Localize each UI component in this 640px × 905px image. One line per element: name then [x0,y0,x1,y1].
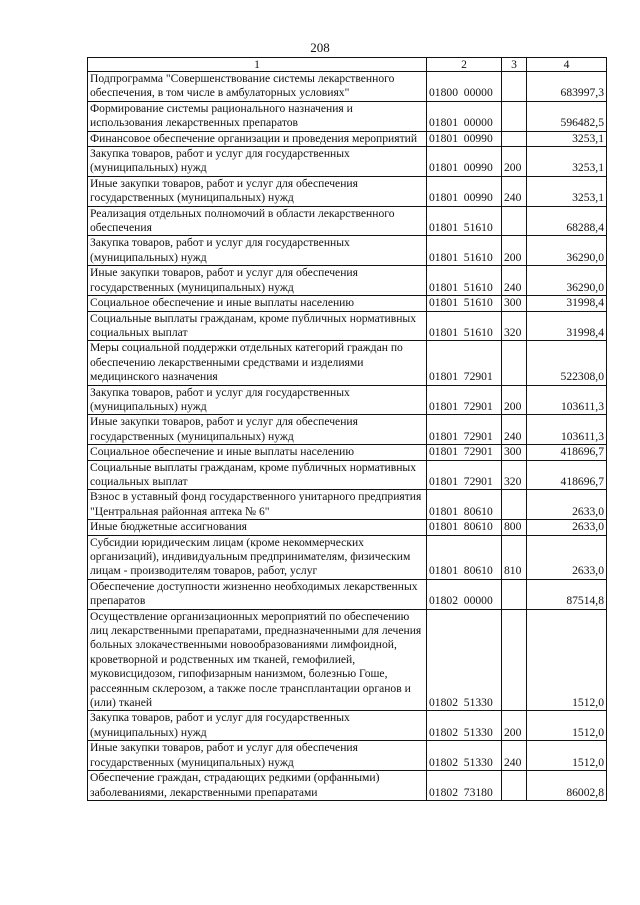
row-name-cell: Социальное обеспечение и иные выплаты населению [88,296,427,311]
row-name-cell: Осуществление организационных мероприятий по обеспечению лиц лекарственными препаратами, предназначенными для лечения больных злокачественными новообразованиями лимфоидной, кроветворной и родственных им тканей, гемофилией, муковисцидозом, гипофизарным нанизмом, болезнью Гоше, рассеянным склерозом, а также после трансплантации органов и (или) тканей [88,609,427,711]
row-code-cell: 01801 72901 [427,445,502,460]
header-row [88,58,607,72]
row-vr-cell: 200 [502,147,527,177]
table-row [88,147,607,177]
row-vr-cell: 200 [502,711,527,741]
budget-table [87,57,607,801]
row-sum-cell: 86002,8 [527,771,607,801]
row-vr-cell [502,341,527,385]
table-row [88,460,607,490]
row-code-cell: 01801 72901 [427,341,502,385]
row-code-cell: 01801 00000 [427,101,502,131]
row-sum-cell: 2633,0 [527,535,607,579]
row-sum-cell: 2633,0 [527,520,607,535]
row-vr-cell [502,101,527,131]
row-vr-cell: 320 [502,311,527,341]
row-code-cell: 01801 51610 [427,206,502,236]
row-name-cell: Обеспечение граждан, страдающих редкими (орфанными) заболеваниями, лекарственными препаратами [88,771,427,801]
row-vr-cell: 300 [502,445,527,460]
row-sum-cell: 3253,1 [527,131,607,146]
table-row [88,296,607,311]
row-name-cell: Иные закупки товаров, работ и услуг для обеспечения государственных (муниципальных) нужд [88,266,427,296]
row-vr-cell [502,72,527,102]
row-code-cell: 01802 73180 [427,771,502,801]
row-name-cell: Иные закупки товаров, работ и услуг для обеспечения государственных (муниципальных) нужд [88,415,427,445]
table-row [88,579,607,609]
row-name-cell: Реализация отдельных полномочий в области лекарственного обеспечения [88,206,427,236]
table-row [88,311,607,341]
row-vr-cell [502,490,527,520]
table-row [88,72,607,102]
page-number: 208 [310,40,330,55]
row-sum-cell: 1512,0 [527,609,607,711]
row-name-cell: Взнос в уставный фонд государственного унитарного предприятия "Центральная районная аптека № 6" [88,490,427,520]
table-row [88,266,607,296]
row-name-cell: Иные бюджетные ассигнования [88,520,427,535]
row-vr-cell: 240 [502,266,527,296]
row-name-cell: Социальные выплаты гражданам, кроме публичных нормативных социальных выплат [88,460,427,490]
row-name-cell: Иные закупки товаров, работ и услуг для обеспечения государственных (муниципальных) нужд [88,176,427,206]
table-row [88,609,607,711]
row-code-cell: 01801 72901 [427,385,502,415]
row-sum-cell: 1512,0 [527,741,607,771]
row-name-cell: Подпрограмма "Совершенствование системы лекарственного обеспечения, в том числе в амбулаторных условиях" [88,72,427,102]
row-sum-cell: 3253,1 [527,147,607,177]
row-sum-cell: 103611,3 [527,385,607,415]
header-sum-col: 4 [527,58,607,72]
table-row [88,741,607,771]
row-sum-cell: 31998,4 [527,311,607,341]
row-code-cell: 01801 80610 [427,490,502,520]
row-name-cell: Иные закупки товаров, работ и услуг для обеспечения государственных (муниципальных) нужд [88,741,427,771]
table-row [88,236,607,266]
row-sum-cell: 31998,4 [527,296,607,311]
row-name-cell: Закупка товаров, работ и услуг для государственных (муниципальных) нужд [88,236,427,266]
row-vr-cell [502,131,527,146]
row-code-cell: 01801 51610 [427,296,502,311]
row-sum-cell: 596482,5 [527,101,607,131]
row-code-cell: 01801 00990 [427,176,502,206]
row-vr-cell: 240 [502,415,527,445]
row-name-cell: Формирование системы рационального назначения и использования лекарственных препаратов [88,101,427,131]
header-code-col: 2 [427,58,502,72]
row-vr-cell: 240 [502,176,527,206]
row-code-cell: 01802 51330 [427,609,502,711]
row-code-cell: 01801 00990 [427,131,502,146]
header-vr-col: 3 [502,58,527,72]
table-row [88,520,607,535]
row-name-cell: Закупка товаров, работ и услуг для государственных (муниципальных) нужд [88,711,427,741]
row-sum-cell: 103611,3 [527,415,607,445]
table-row [88,711,607,741]
row-code-cell: 01801 80610 [427,535,502,579]
row-sum-cell: 2633,0 [527,490,607,520]
row-sum-cell: 418696,7 [527,460,607,490]
row-code-cell: 01801 80610 [427,520,502,535]
table-row [88,101,607,131]
row-vr-cell: 240 [502,741,527,771]
row-name-cell: Субсидии юридическим лицам (кроме некоммерческих организаций), индивидуальным предпринимателям, физическим лицам - производителям товаров, работ, услуг [88,535,427,579]
row-name-cell: Социальное обеспечение и иные выплаты населению [88,445,427,460]
row-sum-cell: 522308,0 [527,341,607,385]
row-name-cell: Финансовое обеспечение организации и проведения мероприятий [88,131,427,146]
table-row [88,176,607,206]
row-sum-cell: 3253,1 [527,176,607,206]
row-vr-cell: 800 [502,520,527,535]
table-row [88,445,607,460]
row-name-cell: Обеспечение доступности жизненно необходимых лекарственных препаратов [88,579,427,609]
row-sum-cell: 1512,0 [527,711,607,741]
table-row [88,206,607,236]
row-vr-cell: 300 [502,296,527,311]
row-code-cell: 01801 51610 [427,266,502,296]
table-row [88,535,607,579]
row-sum-cell: 683997,3 [527,72,607,102]
row-code-cell: 01801 51610 [427,311,502,341]
table-row [88,771,607,801]
table-row [88,341,607,385]
table-row [88,385,607,415]
row-vr-cell [502,579,527,609]
row-sum-cell: 87514,8 [527,579,607,609]
row-name-cell: Закупка товаров, работ и услуг для государственных (муниципальных) нужд [88,385,427,415]
row-name-cell: Закупка товаров, работ и услуг для государственных (муниципальных) нужд [88,147,427,177]
row-code-cell: 01801 72901 [427,460,502,490]
row-code-cell: 01802 00000 [427,579,502,609]
row-sum-cell: 418696,7 [527,445,607,460]
row-vr-cell: 320 [502,460,527,490]
row-sum-cell: 36290,0 [527,266,607,296]
row-vr-cell: 200 [502,385,527,415]
row-code-cell: 01801 00990 [427,147,502,177]
row-name-cell: Меры социальной поддержки отдельных категорий граждан по обеспечению лекарственными средствами и изделиями медицинского назначения [88,341,427,385]
row-vr-cell: 810 [502,535,527,579]
row-code-cell: 01802 51330 [427,741,502,771]
row-code-cell: 01802 51330 [427,711,502,741]
row-vr-cell [502,206,527,236]
row-vr-cell [502,771,527,801]
row-vr-cell: 200 [502,236,527,266]
row-vr-cell [502,609,527,711]
table-row [88,490,607,520]
row-sum-cell: 68288,4 [527,206,607,236]
table-row [88,415,607,445]
header-name-col: 1 [88,58,427,72]
row-code-cell: 01801 51610 [427,236,502,266]
table-row [88,131,607,146]
row-code-cell: 01800 00000 [427,72,502,102]
row-code-cell: 01801 72901 [427,415,502,445]
row-sum-cell: 36290,0 [527,236,607,266]
row-name-cell: Социальные выплаты гражданам, кроме публичных нормативных социальных выплат [88,311,427,341]
